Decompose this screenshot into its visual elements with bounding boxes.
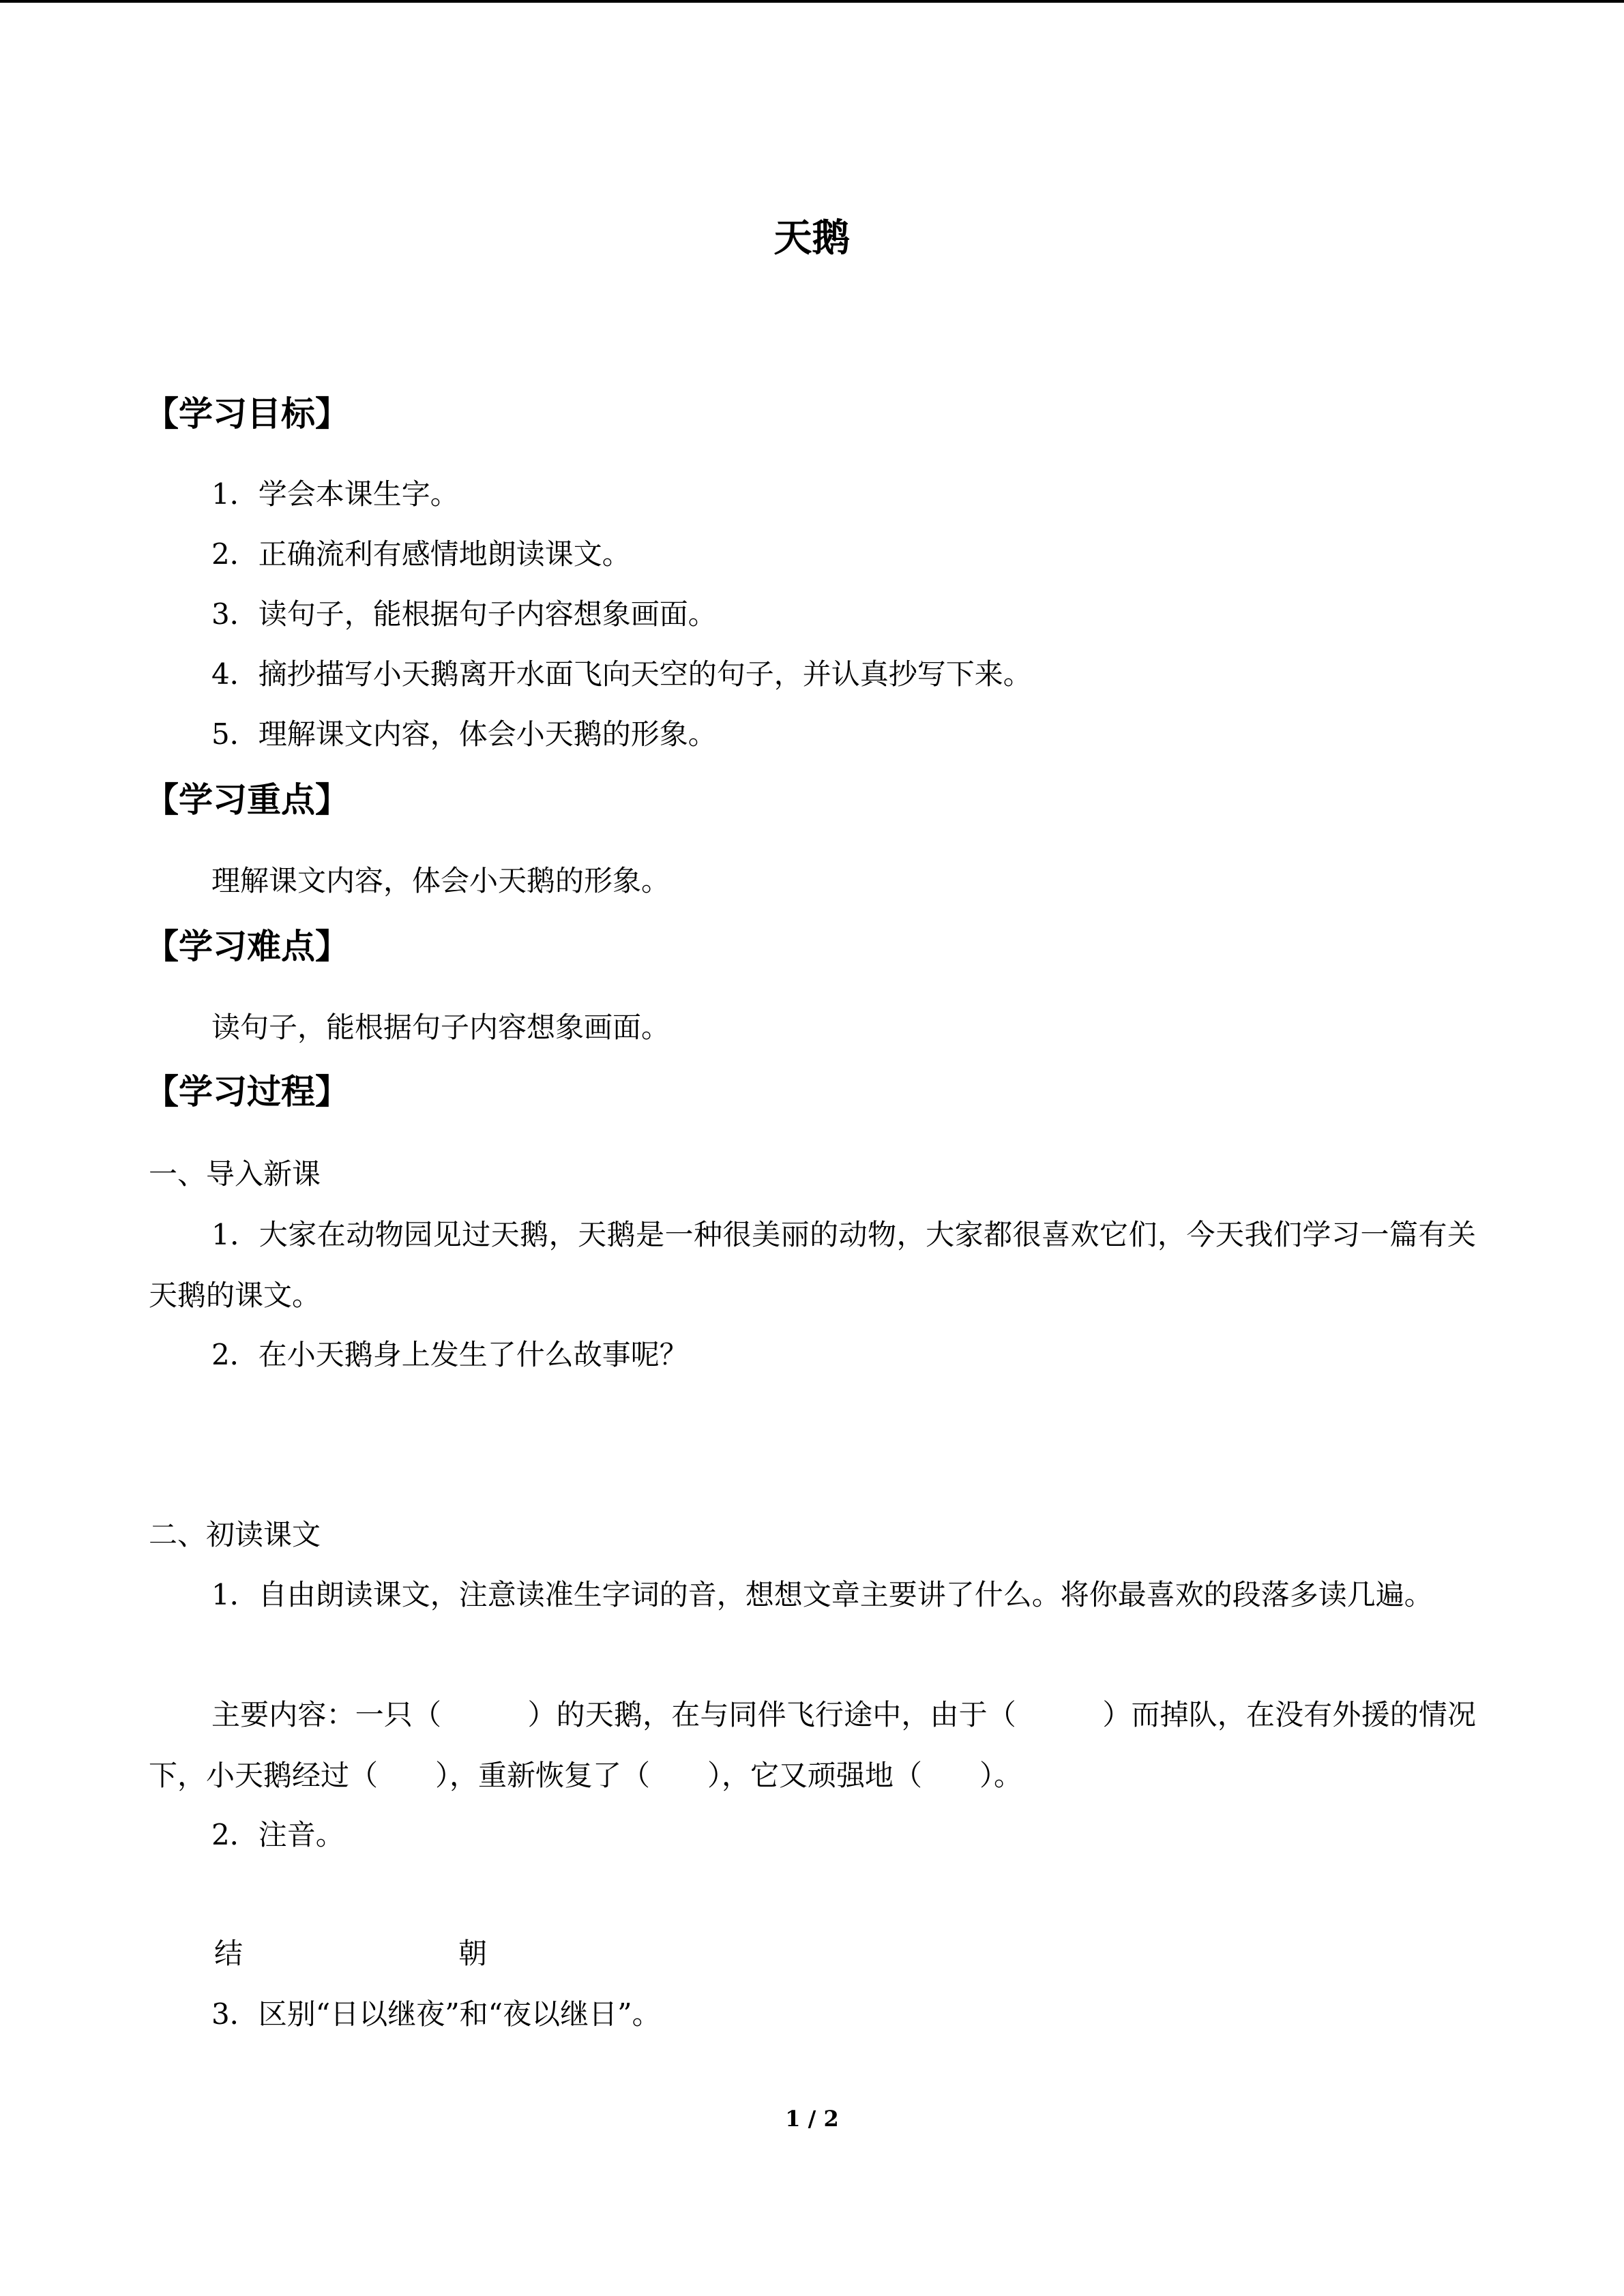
page-title: 天鹅 <box>773 216 851 260</box>
process-part1-item1: 1．大家在动物园见过天鹅，天鹅是一种很美丽的动物，大家都很喜欢它们，今天我们学习一篇有关天鹅的课文。 <box>149 1218 1476 1312</box>
process-part2-item3: 3．区别“日以继夜”和“夜以继日”。 <box>211 1997 661 2031</box>
objective-item: 5．理解课文内容，体会小天鹅的形象。 <box>211 717 717 751</box>
objective-item: 1．学会本课生字。 <box>211 477 459 511</box>
heading-process: 【学习过程】 <box>145 1072 349 1112</box>
heading-objectives: 【学习目标】 <box>145 394 349 434</box>
process-part2-title: 二、初读课文 <box>149 1518 321 1551</box>
objective-item: 2．正确流利有感情地朗读课文。 <box>211 537 631 571</box>
top-border-rule <box>0 0 1624 3</box>
process-part2-item1: 1．自由朗读课文，注意读准生字词的音，想想文章主要讲了什么。将你最喜欢的段落多读几遍。 <box>211 1578 1433 1611</box>
phonetic-char: 朝 <box>458 1937 488 1970</box>
process-part1-title: 一、导入新课 <box>149 1157 321 1191</box>
process-part2-item2: 2．注音。 <box>211 1818 344 1851</box>
process-part2-summary: 主要内容：一只（ ）的天鹅，在与同伴飞行途中，由于（ ）而掉队，在没有外援的情况下，小天鹅经过（ ），重新恢复了（ ），它又顽强地（ ）。 <box>149 1698 1476 1792</box>
key-points-text: 理解课文内容，体会小天鹅的形象。 <box>211 864 670 897</box>
heading-key-points: 【学习重点】 <box>145 780 349 820</box>
process-part1-item2: 2．在小天鹅身上发生了什么故事呢？ <box>211 1338 688 1371</box>
page-number: 1 / 2 <box>785 2106 839 2132</box>
heading-difficulties: 【学习难点】 <box>145 927 349 966</box>
phonetic-char: 结 <box>214 1937 243 1970</box>
objective-item: 3．读句子，能根据句子内容想象画面。 <box>211 597 717 631</box>
objective-item: 4．摘抄描写小天鹅离开水面飞向天空的句子，并认真抄写下来。 <box>211 657 1032 691</box>
difficulties-text: 读句子，能根据句子内容想象画面。 <box>211 1011 670 1044</box>
